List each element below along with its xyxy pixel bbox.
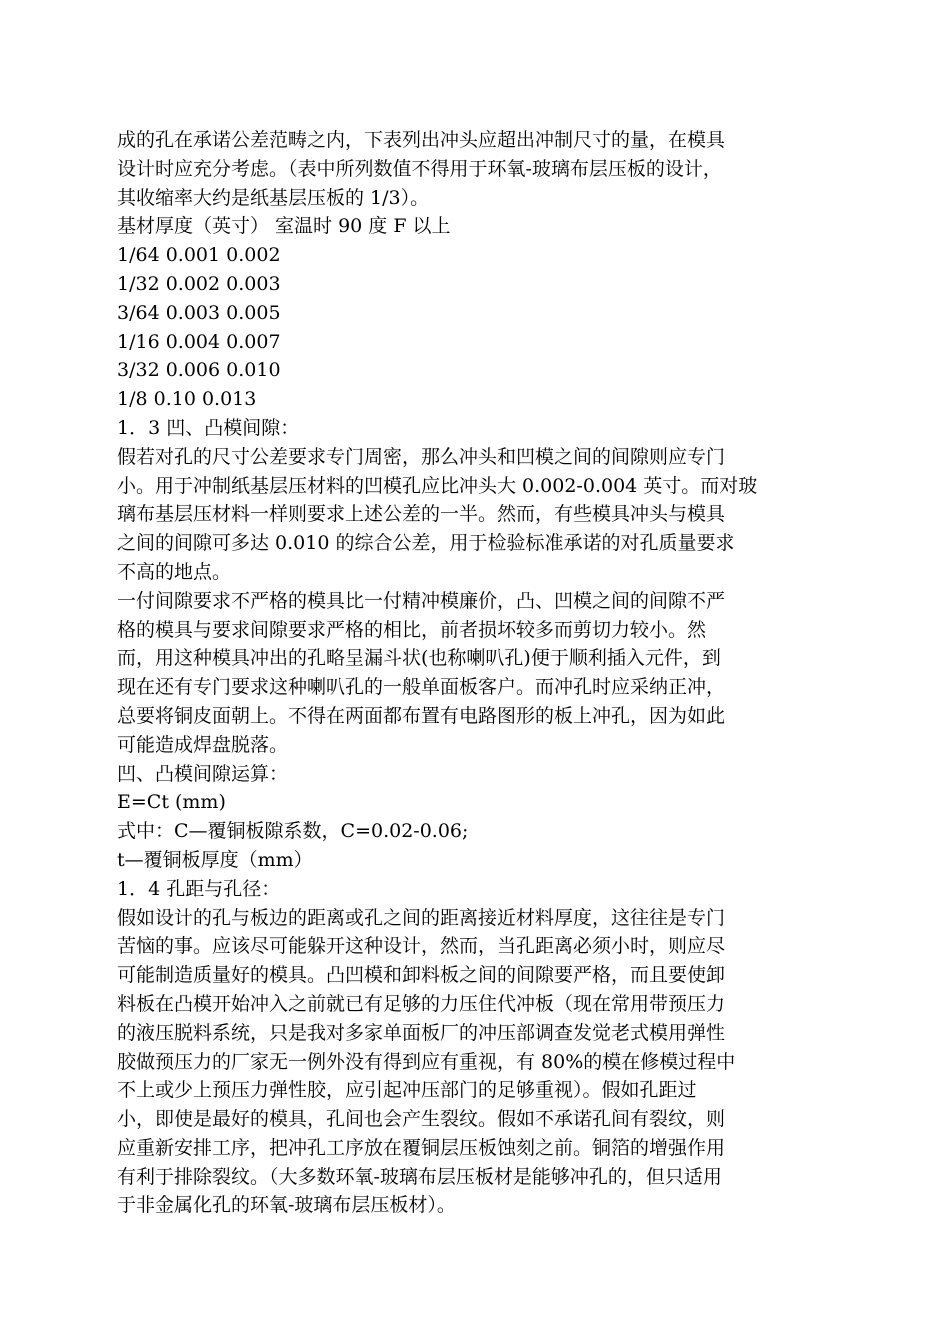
formula-where-c: 式中：C—覆铜板隙系数，C=0.02-0.06;: [117, 820, 469, 843]
calc-heading: 凹、凸模间隙运算：: [117, 762, 289, 785]
formula: E=Ct (mm): [117, 791, 226, 814]
table-row: 1/8 0.10 0.013: [117, 388, 257, 411]
table-row: 1/64 0.001 0.002: [117, 244, 281, 267]
text-line: 苦恼的事。应该尽可能躲开这种设计，然而，当孔距离必须小时，则应尽: [117, 935, 726, 958]
text-line: 设计时应充分考虑。（表中所列数值不得用于环氧-玻璃布层压板的设计，: [117, 157, 722, 180]
text-line: 的液压脱料系统，只是我对多家单面板厂的冲压部调查发觉老式模用弹性: [117, 1021, 726, 1044]
table-header: 基材厚度（英寸） 室温时 90 度 F 以上: [117, 215, 451, 238]
text-line: 可能制造质量好的模具。凸凹模和卸料板之间的间隙要严格，而且要使卸: [117, 964, 726, 987]
text-line: 其收缩率大约是纸基层压板的 1/3）。: [117, 186, 430, 209]
text-line: 小，即使是最好的模具，孔间也会产生裂纹。假如不承诺孔间有裂纹，则: [117, 1108, 726, 1131]
text-line: 假如设计的孔与板边的距离或孔之间的距离接近材料厚度，这往往是专门: [117, 906, 726, 929]
hole-spacing-paragraph: [117, 904, 837, 1221]
text-line: 总要将铜皮面朝上。不得在两面都布置有电路图形的板上冲孔，因为如此: [117, 704, 726, 727]
text-line: 胶做预压力的厂家无一例外没有得到应有重视，有 80%的模在修模过程中: [117, 1050, 736, 1073]
text-line: 可能造成焊盘脱落。: [117, 733, 289, 756]
text-line: 不上或少上预压力弹性胶，应引起冲压部门的足够重视）。假如孔距过: [117, 1079, 697, 1102]
table-row: 1/32 0.002 0.003: [117, 272, 281, 295]
text-line: 一付间隙要求不严格的模具比一付精冲模廉价，凸、凹模之间的间隙不严: [117, 589, 726, 612]
intro-paragraph: [117, 126, 837, 212]
text-line: 成的孔在承诺公差范畴之内，下表列出冲头应超出冲制尺寸的量，在模具: [117, 129, 726, 151]
table-row: 1/16 0.004 0.007: [117, 330, 281, 353]
text-line: 现在还有专门要求这种喇叭孔的一般单面板客户。而冲孔时应采纳正冲，: [117, 676, 726, 699]
section-heading: 1．4 孔距与孔径：: [117, 877, 281, 900]
text-line: 格的模具与要求间隙要求严格的相比，前者损坏较多而剪切力较小。然: [117, 618, 707, 641]
formula-where-t: t—覆铜板厚度（mm）: [117, 848, 313, 871]
text-line: 不高的地点。: [117, 560, 232, 583]
text-line: 璃布基层压材料一样则要求上述公差的一半。然而，有些模具冲头与模具: [117, 503, 726, 526]
text-line: 于非金属化孔的环氧-玻璃布层压板材）。: [117, 1194, 456, 1217]
section-heading: 1．3 凹、凸模间隙：: [117, 416, 300, 439]
clearance-paragraph: [117, 443, 837, 587]
text-line: 小。用于冲制纸基层压材料的凹模孔应比冲头大 0.002-0.004 英寸。而对玻: [117, 474, 758, 497]
text-line: 假若对孔的尺寸公差要求专门周密，那么冲头和凹模之间的间隙则应专门: [117, 445, 726, 468]
text-line: 料板在凸模开始冲入之前就已有足够的力压住代冲板（现在常用带预压力: [117, 992, 726, 1015]
loose-die-paragraph: [117, 587, 837, 760]
document-body: [117, 126, 837, 1220]
text-line: 而，用这种模具冲出的孔略呈漏斗状(也称喇叭孔)便于顺利插入元件，到: [117, 647, 721, 670]
table-row: 3/64 0.003 0.005: [117, 301, 281, 324]
text-line: 应重新安排工序，把冲孔工序放在覆铜层压板蚀刻之前。铜箔的增强作用: [117, 1136, 726, 1159]
text-line: 之间的间隙可多达 0.010 的综合公差，用于检验标准承诺的对孔质量要求: [117, 532, 735, 555]
punch-oversize-table: [117, 212, 837, 414]
table-row: 3/32 0.006 0.010: [117, 359, 281, 382]
text-line: 有利于排除裂纹。（大多数环氧-玻璃布层压板材是能够冲孔的，但只适用: [117, 1165, 722, 1188]
